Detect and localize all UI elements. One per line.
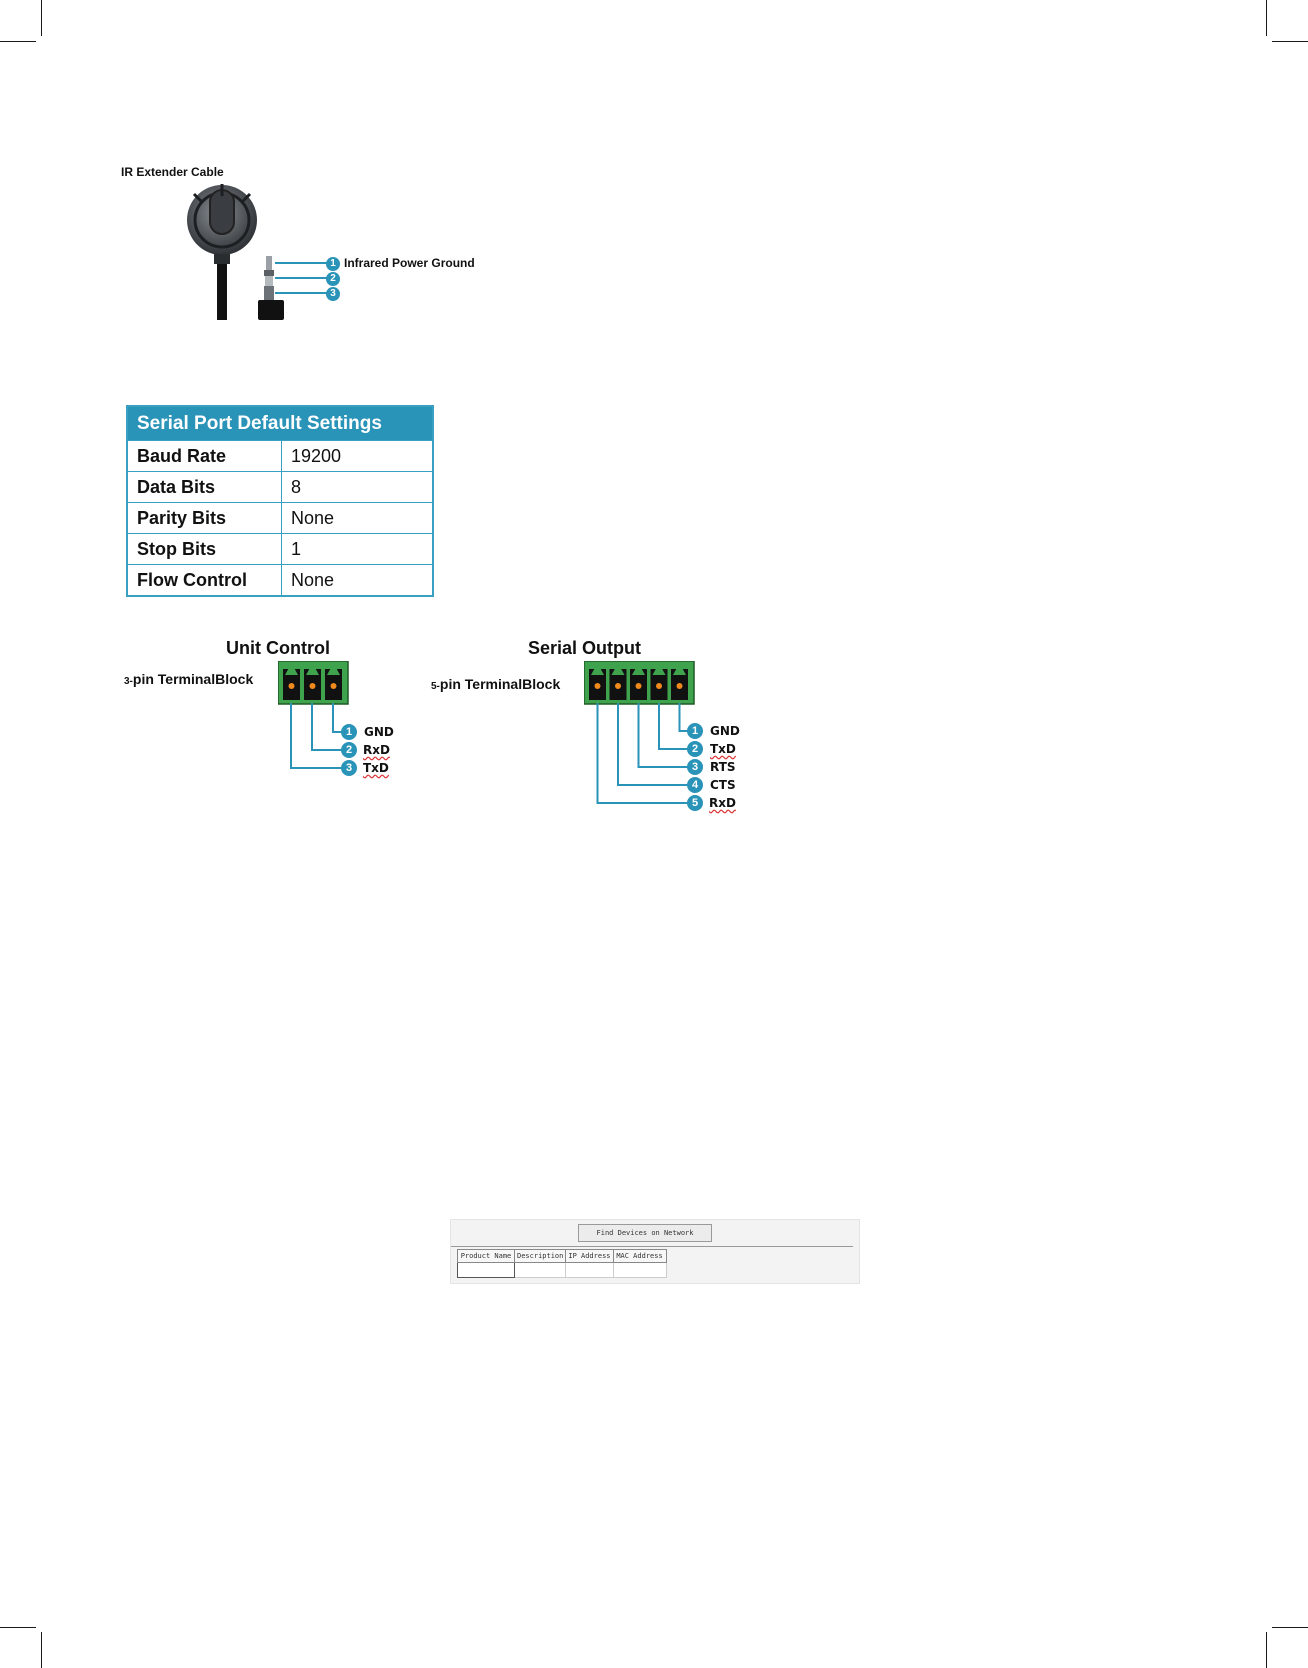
unit-pin-2-badge: 2 bbox=[341, 742, 357, 758]
ir-pin-1-label: Infrared Power Ground bbox=[344, 256, 475, 270]
device-cell[interactable] bbox=[515, 1263, 566, 1278]
serial-output-terminal-block bbox=[584, 661, 696, 705]
serial-output-title: Serial Output bbox=[528, 638, 642, 658]
col-product-name[interactable]: Product Name bbox=[458, 1250, 515, 1263]
crop-mark-br-h bbox=[1272, 1627, 1308, 1628]
serial-pin-2-badge: 2 bbox=[687, 741, 703, 757]
serial-output-block-prefix: 5- bbox=[431, 681, 440, 692]
ir-pin-2-badge: 2 bbox=[326, 272, 340, 286]
serial-pin-3-badge: 3 bbox=[687, 759, 703, 775]
serial-pin-3-label: RTS bbox=[710, 760, 736, 774]
ir-pin-3-badge: 3 bbox=[326, 287, 340, 301]
device-list-table[interactable] bbox=[457, 1249, 667, 1278]
unit-control-terminal-block bbox=[278, 661, 350, 705]
ir-cable-illustration bbox=[180, 180, 340, 320]
unit-pin-1-label: GND bbox=[364, 725, 394, 739]
setting-value: 19200 bbox=[282, 441, 434, 472]
table-row bbox=[127, 441, 433, 472]
serial-pin-1-badge: 1 bbox=[687, 723, 703, 739]
unit-control-block-prefix: 3- bbox=[124, 676, 133, 687]
ir-pin-leads bbox=[260, 255, 330, 295]
device-table-header-row bbox=[458, 1250, 667, 1263]
device-cell[interactable] bbox=[458, 1263, 515, 1278]
serial-pin-5-badge: 5 bbox=[687, 795, 703, 811]
col-ip-address[interactable]: IP Address bbox=[566, 1250, 613, 1263]
col-description[interactable]: Description bbox=[515, 1250, 566, 1263]
unit-pin-3-badge: 3 bbox=[341, 760, 357, 776]
crop-mark-bl-h bbox=[0, 1627, 36, 1628]
unit-control-block-text: pin TerminalBlock bbox=[132, 671, 254, 687]
setting-name: Data Bits bbox=[127, 472, 282, 503]
device-cell[interactable] bbox=[566, 1263, 613, 1278]
crop-mark-tr-v bbox=[1266, 0, 1267, 36]
crop-mark-bl-v bbox=[41, 1632, 42, 1668]
table-row bbox=[127, 534, 433, 565]
setting-name: Flow Control bbox=[127, 565, 282, 597]
serial-output-block-text: pin TerminalBlock bbox=[439, 676, 561, 692]
crop-mark-br-v bbox=[1266, 1632, 1267, 1668]
table-row bbox=[127, 472, 433, 503]
table-row bbox=[127, 503, 433, 534]
ir-cable-title: IR Extender Cable bbox=[121, 165, 224, 179]
setting-name: Stop Bits bbox=[127, 534, 282, 565]
crop-mark-tr-h bbox=[1272, 41, 1308, 42]
unit-control-wires bbox=[280, 703, 352, 773]
unit-pin-1-badge: 1 bbox=[341, 724, 357, 740]
setting-value: None bbox=[282, 565, 434, 597]
serial-table-header: Serial Port Default Settings bbox=[127, 406, 433, 441]
col-mac-address[interactable]: MAC Address bbox=[613, 1250, 666, 1263]
serial-output-wires bbox=[595, 703, 695, 811]
serial-pin-1-label: GND bbox=[710, 724, 740, 738]
serial-settings-table bbox=[126, 405, 434, 597]
unit-pin-3-label: TxD bbox=[363, 761, 389, 775]
device-finder-panel bbox=[450, 1219, 860, 1284]
crop-mark-tl-h bbox=[0, 41, 36, 42]
serial-pin-4-badge: 4 bbox=[687, 777, 703, 793]
unit-control-block-label bbox=[124, 671, 253, 687]
setting-name: Baud Rate bbox=[127, 441, 282, 472]
unit-pin-2-label: RxD bbox=[363, 743, 390, 757]
serial-pin-5-label: RxD bbox=[709, 796, 736, 810]
device-cell[interactable] bbox=[613, 1263, 666, 1278]
ir-pin-1-badge: 1 bbox=[326, 257, 340, 271]
table-row bbox=[127, 565, 433, 597]
setting-value: None bbox=[282, 503, 434, 534]
find-devices-button[interactable]: Find Devices on Network bbox=[578, 1224, 712, 1242]
serial-pin-2-label: TxD bbox=[710, 742, 736, 756]
setting-value: 8 bbox=[282, 472, 434, 503]
panel-divider bbox=[451, 1246, 853, 1247]
crop-mark-tl-v bbox=[41, 0, 42, 36]
serial-output-block-label bbox=[431, 676, 560, 692]
table-row[interactable] bbox=[458, 1263, 667, 1278]
setting-name: Parity Bits bbox=[127, 503, 282, 534]
unit-control-title: Unit Control bbox=[226, 638, 330, 658]
serial-pin-4-label: CTS bbox=[710, 778, 736, 792]
setting-value: 1 bbox=[282, 534, 434, 565]
